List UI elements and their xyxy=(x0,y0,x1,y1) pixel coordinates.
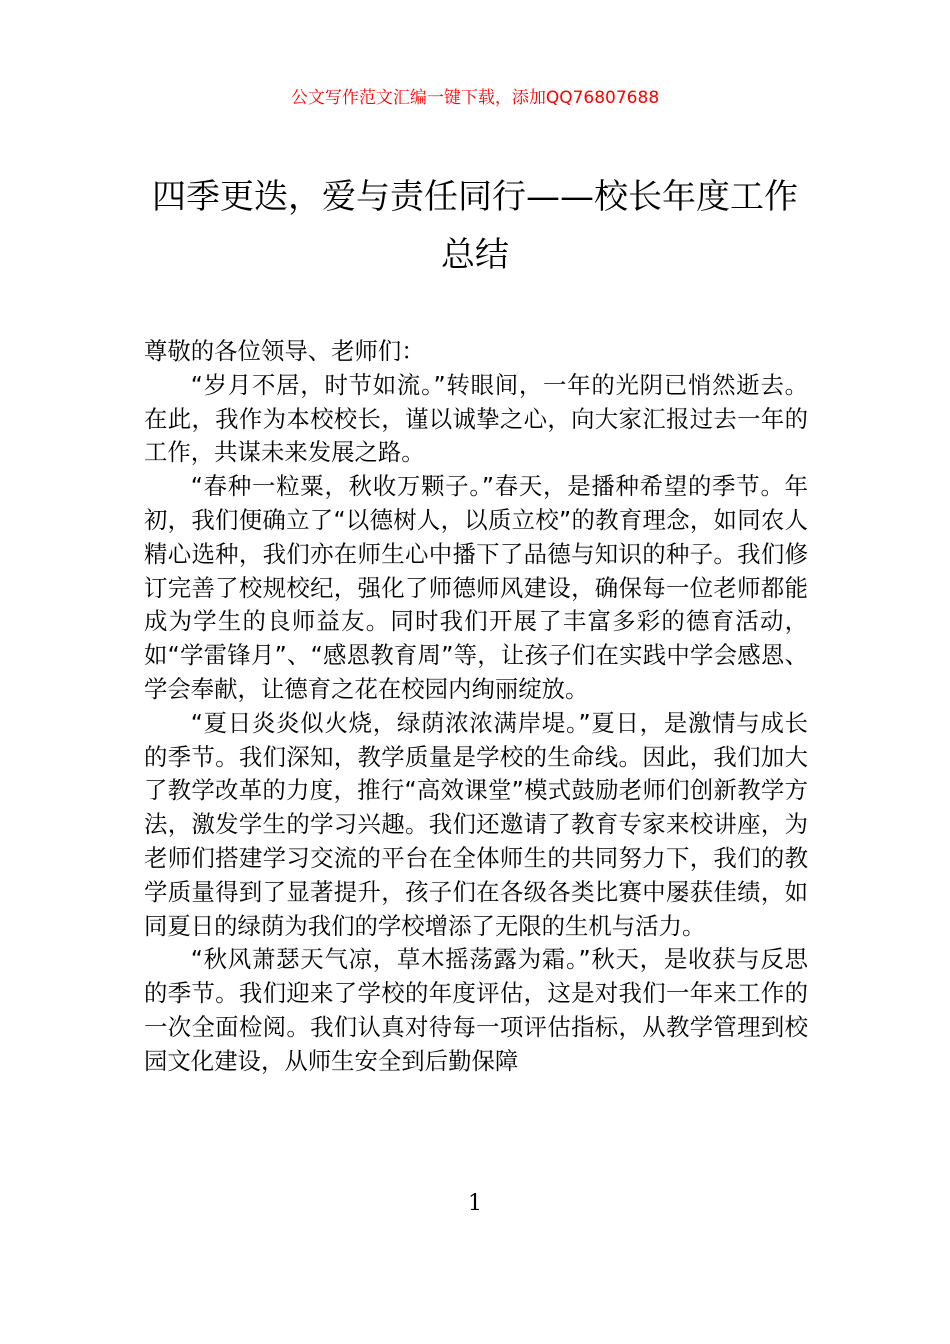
paragraph: “岁月不居，时节如流。”转眼间，一年的光阴已悄然逝去。在此，我作为本校校长，谨以诚挚之心，向大家汇报过去一年的工作，共谋未来发展之路。 xyxy=(144,370,808,467)
paragraph: “夏日炎炎似火烧，绿荫浓浓满岸堤。”夏日，是激情与成长的季节。我们深知，教学质量是学校的生命线。因此，我们加大了教学改革的力度，推行“高效课堂”模式鼓励老师们创新教学方法，激发学生的学习兴趣。我们还邀请了教育专家来校讲座，为老师们搭建学习交流的平台在全体师生的共同努力下，我们的教学质量得到了显著提升，孩子们在各级各类比赛中屡获佳绩，如同夏日的绿荫为我们的学校增添了无限的生机与活力。 xyxy=(144,708,808,940)
paragraph: “秋风萧瑟天气凉，草木摇荡露为霜。”秋天，是收获与反思的季节。我们迎来了学校的年度评估，这是对我们一年来工作的一次全面检阅。我们认真对待每一项评估指标，从教学管理到校园文化建设，从师生安全到后勤保障 xyxy=(144,945,808,1075)
salutation: 尊敬的各位领导、老师们： xyxy=(144,337,425,365)
download-notice: 公文写作范文汇编一键下载，添加QQ76807688 xyxy=(290,88,660,108)
paragraph: “春种一粒粟，秋收万颗子。”春天，是播种希望的季节。年初，我们便确立了“以德树人，以质立校”的教育理念，如同农人精心选种，我们亦在师生心中播下了品德与知识的种子。我们修订完善了校规校纪，强化了师德师风建设，确保每一位老师都能成为学生的良师益友。同时我们开展了丰富多彩的德育活动，如“学雷锋月”、“感恩教育周”等，让孩子们在实践中学会感恩、学会奉献，让德育之花在校园内绚丽绽放。 xyxy=(144,472,808,703)
document-title: 四季更迭，爱与责任同行——校长年度工作总结 xyxy=(152,177,798,275)
document-body xyxy=(144,335,808,1079)
page-number: 1 xyxy=(468,1191,482,1216)
